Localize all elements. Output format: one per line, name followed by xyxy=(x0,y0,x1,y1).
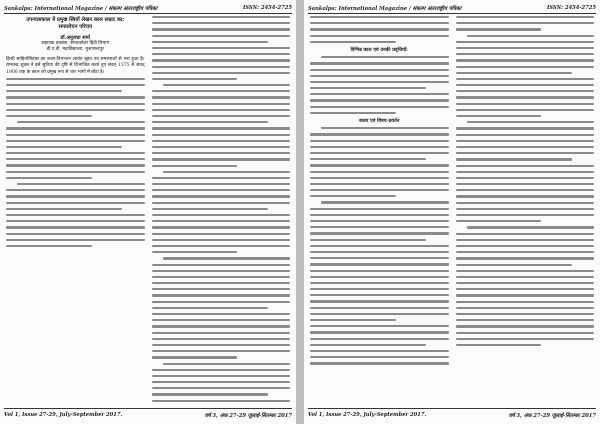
body-text-lines xyxy=(310,16,449,43)
article-author: डॉ.अनुराधा शर्मा xyxy=(60,35,90,41)
volume-info: Vol 1, Issue 27-29, July-September 2017. xyxy=(4,411,123,418)
article-title: उपन्यासकाल में प्रमुख स्त्रियों लेखन काल सम्राट का: समालोचन परिचय xyxy=(26,17,125,30)
body-text-lines xyxy=(152,16,291,402)
volume-info: Vol 1, Issue 27-29, July-September 2017. xyxy=(308,411,427,418)
volume-info-hindi: वर्ष 3, अंक 27-29 जुलाई-सितम्बर 2017 xyxy=(508,412,596,419)
body-text-lines xyxy=(310,127,449,364)
right-page-column-2 xyxy=(456,16,595,406)
left-page-column-1 xyxy=(6,16,145,406)
right-page-column-1 xyxy=(310,16,449,406)
right-page-header xyxy=(308,2,596,14)
left-page-header xyxy=(4,2,292,14)
volume-info-hindi: वर्ष 3, अंक 27-29 जुलाई-सितम्बर 2017 xyxy=(204,412,292,419)
body-text-lines xyxy=(456,16,595,346)
journal-name: Sankalpa: International Magazine / संकल्प अंतरराष्ट्रीय पत्रिका xyxy=(308,5,462,12)
author-affiliation: सहायक प्रवक्ता, स्नातकोत्तर हिंदी विभाग डी.ए.वी. महाविद्यालय, मुज़फ्फरपुर xyxy=(41,41,110,53)
issn: ISSN: 2454-2725 xyxy=(242,4,292,11)
journal-name: Sankalpa: International Magazine / संकल्प अंतरराष्ट्रीय पत्रिका xyxy=(4,5,158,12)
left-page-footer xyxy=(4,408,292,420)
section-heading: काव्य एवं विषय-प्रवर्तन xyxy=(359,118,400,125)
section-heading: विभिन्न काल एवं उनकी प्रवृत्तियाँ: xyxy=(350,46,408,53)
right-page xyxy=(304,0,600,424)
body-text-lines xyxy=(310,56,449,114)
issn: ISSN: 2454-2725 xyxy=(546,4,596,11)
page-gutter xyxy=(296,0,304,424)
right-page-footer xyxy=(308,408,596,420)
body-text-lines xyxy=(6,78,145,247)
left-page-column-2 xyxy=(152,16,291,406)
left-page xyxy=(0,0,296,424)
article-intro-paragraph: हिन्दी साहित्येतिहास का काल-विभाजन अत्यंत बृहत एवं समस्याओं से भरा हुआ है। रामचन्द्र शुक्ल ने इसे सुविधा की दृष्टि से विभाजित करते हुए संवत् 1375 से संवत् 1900 तक के काल को प्रमुख रूप से चार भागों में बाँटा है। xyxy=(6,57,145,75)
